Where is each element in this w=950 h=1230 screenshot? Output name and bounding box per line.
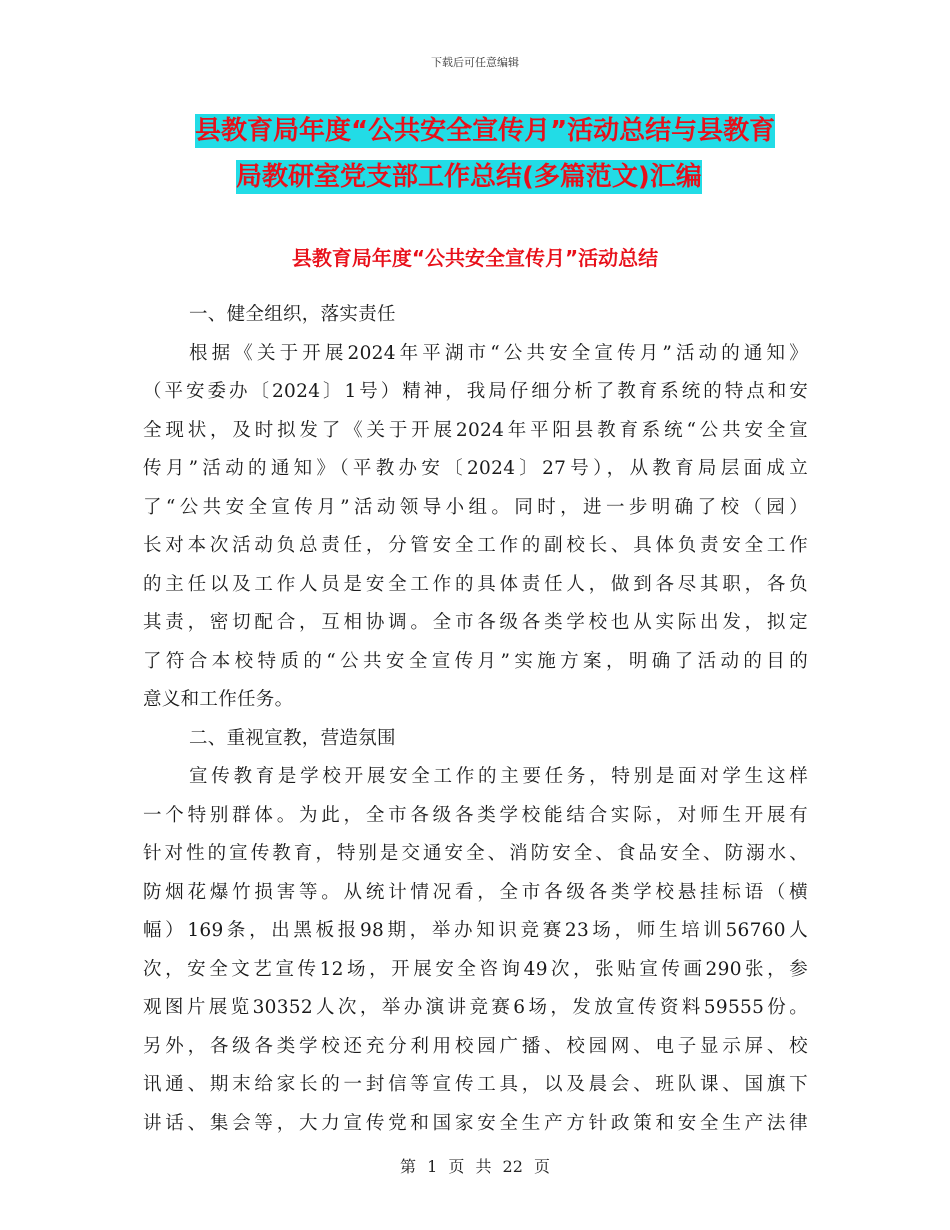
document-title-line-1 xyxy=(195,108,895,154)
document-title-text-2: 局教研室党支部工作总结(多篇范文)汇编 xyxy=(236,162,702,192)
header-note: 下载后可任意编辑 xyxy=(431,56,519,69)
body-line: 宣传教育是学校开展安全工作的主要任务，特别是面对学生这样 xyxy=(189,766,808,787)
body-line: 意义和工作任务。 xyxy=(143,689,294,710)
body-line: 传月”活动的通知》（平教办安〔2024〕27号），从教育局层面成立 xyxy=(143,458,808,479)
body-text xyxy=(143,296,808,1143)
document-title-line-2 xyxy=(236,154,936,200)
body-line: 其责，密切配合，互相协调。全市各级各类学校也从实际出发，拟定 xyxy=(143,612,808,633)
body-line: （平安委办〔2024〕1号）精神，我局仔细分析了教育系统的特点和安 xyxy=(143,381,808,402)
body-line: 讯通、期末给家长的一封信等宣传工具，以及晨会、班队课、国旗下 xyxy=(143,1074,808,1095)
body-line: 一个特别群体。为此，全市各级各类学校能结合实际，对师生开展有 xyxy=(143,804,808,826)
body-line: 针对性的宣传教育，特别是交通安全、消防安全、食品安全、防溺水、 xyxy=(143,843,808,864)
body-line: 次，安全文艺宣传12场，开展安全咨询49次，张贴宣传画290张，参 xyxy=(143,958,808,980)
body-heading-1: 一、健全组织，落实责任 xyxy=(189,304,396,325)
body-line: 了“公共安全宣传月”活动领导小组。同时，进一步明确了校（园） xyxy=(143,496,808,518)
body-line: 的主任以及工作人员是安全工作的具体责任人，做到各尽其职，各负 xyxy=(143,573,808,595)
section-title: 县教育局年度“公共安全宣传月”活动总结 xyxy=(291,246,659,270)
body-line: 长对本次活动负总责任，分管安全工作的副校长、具体负责安全工作 xyxy=(143,535,808,556)
body-line: 另外，各级各类学校还充分利用校园广播、校园网、电子显示屏、校 xyxy=(143,1035,808,1057)
body-line: 了符合本校特质的“公共安全宣传月”实施方案，明确了活动的目的 xyxy=(143,650,808,672)
body-line: 防烟花爆竹损害等。从统计情况看，全市各级各类学校悬挂标语（横 xyxy=(143,881,808,903)
body-line: 观图片展览30352人次，举办演讲竞赛6场，发放宣传资料59555份。 xyxy=(143,997,808,1018)
body-line: 根据《关于开展2024年平湖市“公共安全宣传月”活动的通知》 xyxy=(189,342,808,364)
body-line: 全现状，及时拟发了《关于开展2024年平阳县教育系统“公共安全宣 xyxy=(143,419,808,441)
body-heading-2: 二、重视宣教，营造氛围 xyxy=(189,727,396,749)
body-line: 讲话、集会等，大力宣传党和国家安全生产方针政策和安全生产法律 xyxy=(143,1112,808,1134)
body-line: 幅）169条，出黑板报98期，举办知识竞赛23场，师生培训56760人 xyxy=(143,920,808,941)
page-number-footer: 第 1 页 共 22 页 xyxy=(400,1157,550,1176)
document-title-text-1: 县教育局年度“公共安全宣传月”活动总结与县教育 xyxy=(195,116,776,146)
